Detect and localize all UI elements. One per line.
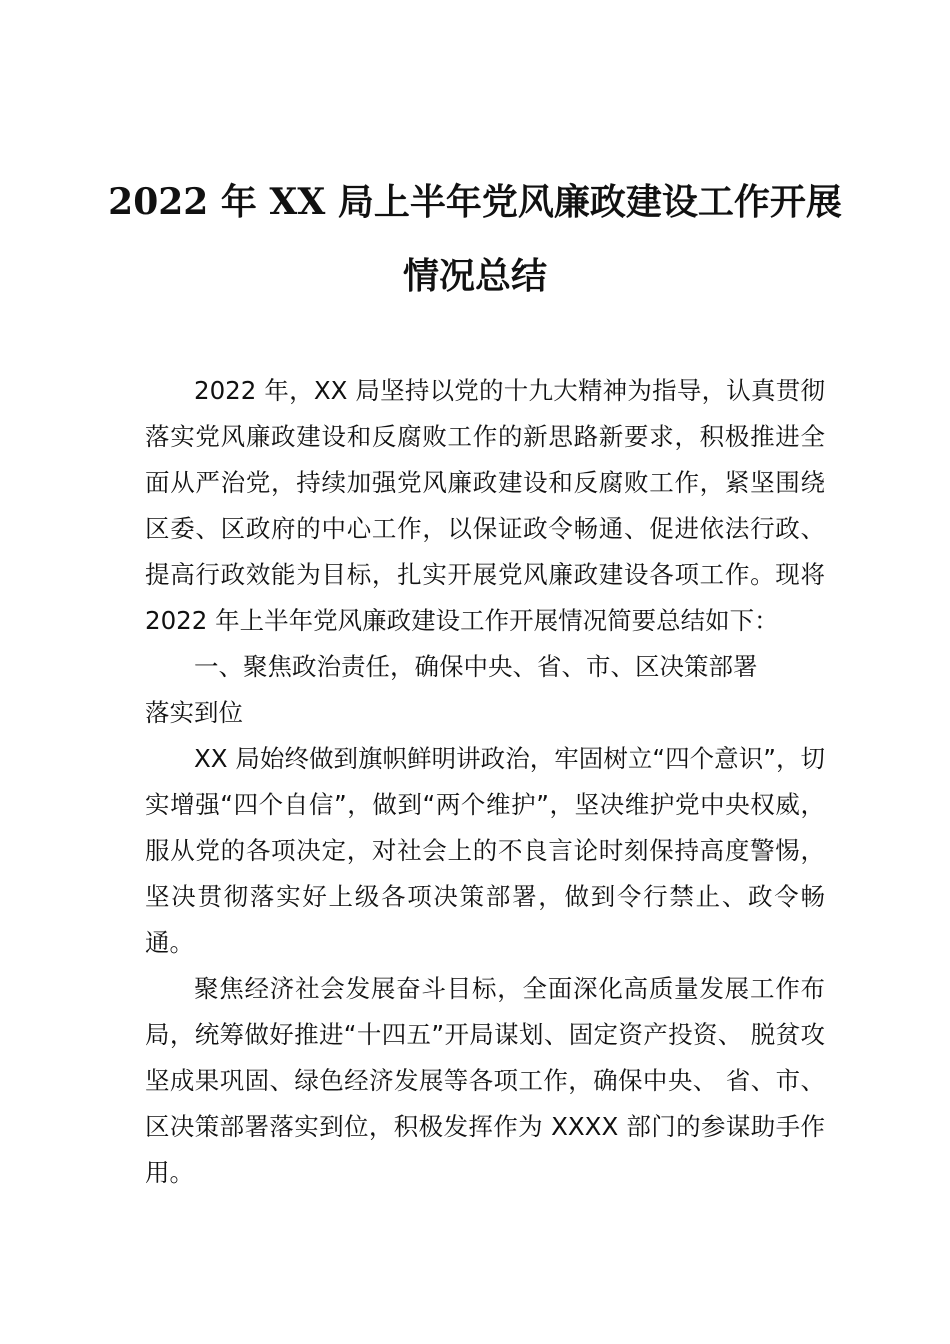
document-title-line-2: 情况总结 xyxy=(402,255,547,297)
document-title-line-1: 2022 年 XX 局上半年党风廉政建设工作开展 xyxy=(108,181,842,223)
section-1-paragraph-1: XX 局始终做到旗帜鲜明讲政治，牢固树立“四个意识”，切实增强“四个自信”，做到“两个维护”，坚决维护党中央权威，服从党的各项决定，对社会上的不良言论时刻保持高度警惕，坚决贯彻落实好上级各项决策部署，做到令行禁止、政令畅通。 xyxy=(145,744,825,957)
section-1-paragraph-2: 聚焦经济社会发展奋斗目标，全面深化高质量发展工作布局，统筹做好推进“十四五”开局谋划、固定资产投资、 脱贫攻坚成果巩固、绿色经济发展等各项工作，确保中央、 省、市、区决策部署落实到位，积极发挥作为 XXXX 部门的参谋助手作用。 xyxy=(145,974,825,1187)
section-1-heading: 一、聚焦政治责任，确保中央、省、市、区决策部署落实到位 xyxy=(145,652,758,727)
intro-paragraph: 2022 年，XX 局坚持以党的十九大精神为指导，认真贯彻落实党风廉政建设和反腐败工作的新思路新要求，积极推进全面从严治党，持续加强党风廉政建设和反腐败工作，紧坚围绕区委、区政府的中心工作，以保证政令畅通、促进依法行政、提高行政效能为目标，扎实开展党风廉政建设各项工作。现将 2022 年上半年党风廉政建设工作开展情况简要总结如下： xyxy=(145,376,825,635)
document-body xyxy=(145,368,825,1196)
